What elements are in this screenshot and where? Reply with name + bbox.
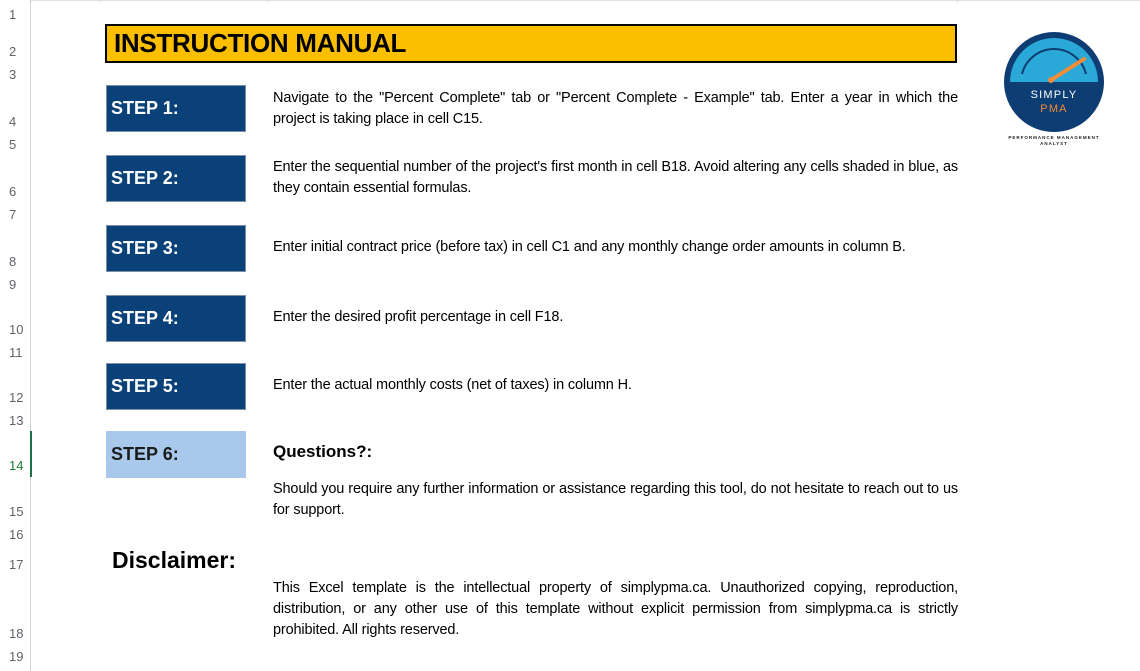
logo-caption — [996, 135, 1112, 147]
column-gridline — [957, 0, 958, 3]
row-number[interactable]: 4 — [9, 114, 17, 129]
row-number[interactable]: 3 — [9, 67, 17, 82]
step-2-text[interactable]: Enter the sequential number of the project's first month in cell B18. Avoid altering any cells shaded in blue, as they contain essential formulas. — [273, 159, 958, 196]
logo-text-simply: SIMPLY — [1030, 89, 1078, 101]
questions-heading[interactable]: Questions?: — [273, 442, 373, 461]
active-row-indicator — [30, 431, 32, 477]
row-number[interactable]: 10 — [9, 322, 24, 337]
logo-text-pma: PMA — [1040, 103, 1068, 115]
page-title[interactable]: INSTRUCTION MANUAL — [105, 24, 957, 63]
step-4-text[interactable]: Enter the desired profit percentage in cell F18. — [273, 309, 564, 325]
row-number[interactable]: 5 — [9, 137, 17, 152]
row-header — [0, 0, 31, 671]
column-gridlines — [31, 0, 1140, 3]
row-number[interactable]: 16 — [9, 527, 24, 542]
row-number[interactable]: 7 — [9, 207, 17, 222]
step-1-text[interactable]: Navigate to the "Percent Complete" tab or "Percent Complete - Example" tab. Enter a year in which the project is taking place in cell C15. — [273, 90, 958, 127]
row-number[interactable]: 12 — [9, 390, 24, 405]
logo-caption-line2: ANALYST — [1040, 141, 1068, 146]
row-number[interactable]: 17 — [9, 557, 24, 572]
logo-needle-hub — [1048, 77, 1054, 83]
row-number[interactable]: 18 — [9, 626, 24, 641]
simplypma-logo[interactable] — [996, 30, 1112, 150]
disclaimer-heading[interactable]: Disclaimer: — [112, 547, 237, 573]
step-5-text[interactable]: Enter the actual monthly costs (net of taxes) in column H. — [273, 377, 632, 393]
row-number[interactable]: 11 — [9, 345, 23, 360]
column-gridline — [100, 0, 101, 3]
row-number[interactable]: 9 — [9, 277, 17, 292]
row-number[interactable]: 6 — [9, 184, 17, 199]
logo-caption-line1: PERFORMANCE MANAGEMENT — [1008, 135, 1100, 140]
step-6-label[interactable]: STEP 6: — [106, 431, 246, 478]
disclaimer-text[interactable]: This Excel template is the intellectual property of simplypma.ca. Unauthorized copying, reproduction, distribution, or any other use of this template without explicit permission from simplypma.ca is strictly prohibited. All rights reserved. — [273, 580, 958, 638]
step-3-text[interactable]: Enter initial contract price (before tax) in cell C1 and any monthly change order amounts in column B. — [273, 239, 906, 255]
step-6-text[interactable]: Should you require any further information or assistance regarding this tool, do not hesitate to reach out to us for support. — [273, 481, 958, 518]
column-gridline — [268, 0, 269, 3]
step-2-label[interactable]: STEP 2: — [106, 155, 246, 202]
step-5-label[interactable]: STEP 5: — [106, 363, 246, 410]
step-1-label[interactable]: STEP 1: — [106, 85, 246, 132]
row-number[interactable]: 8 — [9, 254, 17, 269]
row-number[interactable]: 15 — [9, 504, 24, 519]
row-number[interactable]: 19 — [9, 649, 24, 664]
row-number[interactable]: 1 — [9, 7, 17, 22]
row-number[interactable]: 13 — [9, 413, 24, 428]
step-4-label[interactable]: STEP 4: — [106, 295, 246, 342]
step-3-label[interactable]: STEP 3: — [106, 225, 246, 272]
row-number[interactable]: 2 — [9, 44, 17, 59]
row-number-active[interactable]: 14 — [9, 458, 24, 473]
